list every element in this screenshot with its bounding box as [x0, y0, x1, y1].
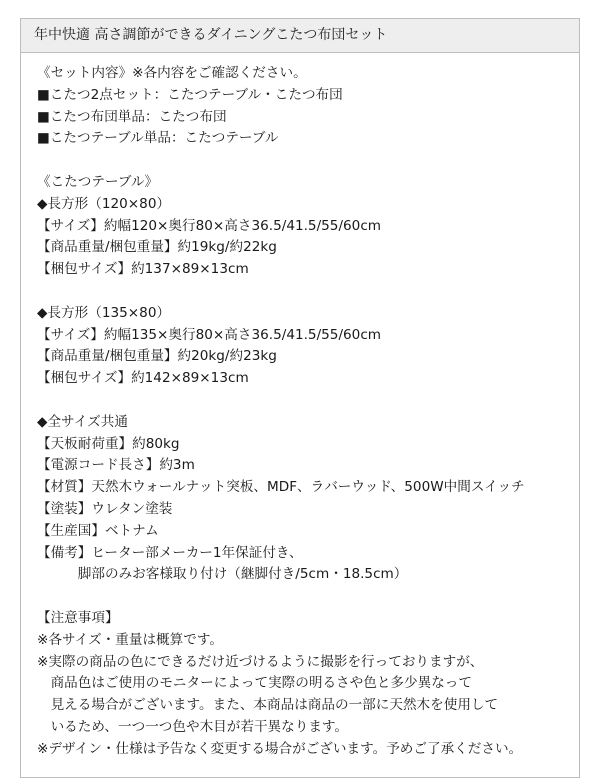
spacer	[37, 586, 579, 608]
spacer	[37, 390, 579, 412]
common-origin: 【生産国】ベトナム	[37, 522, 159, 539]
common-remarks-continued: 脚部のみお客様取り付け（継脚付き/5cm・18.5cm）	[37, 566, 408, 583]
set-contents-item: ■こたつテーブル単品：こたつテーブル	[37, 130, 279, 147]
set-contents-item: ■こたつ2点セット：こたつテーブル・こたつ布団	[37, 86, 343, 103]
spacer	[37, 281, 579, 303]
table-heading: 《こたつテーブル》	[37, 173, 159, 190]
size-120-weight: 【商品重量/梱包重量】約19kg/約22kg	[37, 239, 277, 256]
note-item: ※実際の商品の色にできるだけ近づけるように撮影を行っておりますが、	[37, 653, 484, 670]
size-135-weight: 【商品重量/梱包重量】約20kg/約23kg	[37, 348, 277, 365]
spec-body	[21, 53, 579, 761]
common-remarks: 【備考】ヒーター部メーカー1年保証付き、	[37, 544, 303, 561]
size-135-title: ◆長方形（135×80）	[37, 304, 171, 321]
note-item: ※デザイン・仕様は予告なく変更する場合がございます。予めご了承ください。	[37, 740, 523, 757]
note-item-continued: 見える場合がございます。また、本商品は商品の一部に天然木を使用して	[37, 697, 499, 714]
note-item: ※各サイズ・重量は概算です。	[37, 631, 223, 648]
size-120-dimensions: 【サイズ】約幅120×奥行80×高さ36.5/41.5/55/60cm	[37, 217, 382, 234]
product-spec-box	[20, 18, 580, 778]
spec-header	[21, 19, 579, 53]
size-135-package: 【梱包サイズ】約142×89×13cm	[37, 370, 249, 387]
common-cord: 【電源コード長さ】約3m	[37, 457, 195, 474]
notes-heading: 【注意事項】	[37, 609, 119, 626]
spacer	[37, 150, 579, 172]
size-120-title: ◆長方形（120×80）	[37, 195, 171, 212]
set-contents-heading: 《セット内容》※各内容をご確認ください。	[37, 65, 307, 81]
note-item-continued: いるため、一つ一つ色や木目が若干異なります。	[37, 718, 349, 735]
common-finish: 【塗装】ウレタン塗装	[37, 500, 173, 517]
size-135-dimensions: 【サイズ】約幅135×奥行80×高さ36.5/41.5/55/60cm	[37, 326, 382, 343]
common-material: 【材質】天然木ウォールナット突板、MDF、ラバーウッド、500W中間スイッチ	[37, 479, 525, 496]
common-title: ◆全サイズ共通	[37, 413, 128, 430]
product-title: 年中快適 高さ調節ができるダイニングこたつ布団セット	[34, 27, 388, 43]
set-contents-item: ■こたつ布団単品：こたつ布団	[37, 108, 227, 125]
common-load: 【天板耐荷重】約80kg	[37, 435, 180, 452]
size-120-package: 【梱包サイズ】約137×89×13cm	[37, 261, 249, 278]
note-item-continued: 商品色はご使用のモニターによって実際の明るさや色と多少異なって	[37, 675, 472, 692]
